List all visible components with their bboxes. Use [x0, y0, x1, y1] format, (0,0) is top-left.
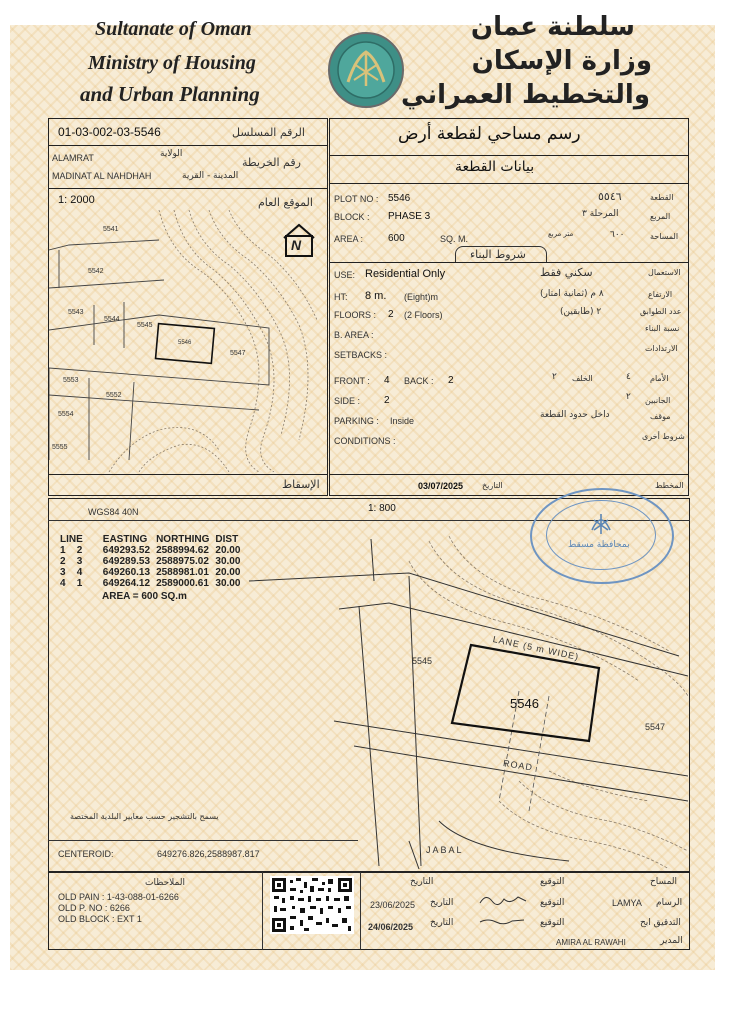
centeroid-label: CENTEROID: [58, 849, 114, 859]
signature-scribble [478, 893, 528, 907]
planner-label: المخطط [655, 481, 684, 490]
divider [48, 145, 328, 146]
row-dist: 20.00 [215, 567, 241, 578]
row-easting: 649293.52 [102, 545, 151, 556]
back-label: BACK : [404, 376, 434, 386]
ministry-emblem [326, 30, 406, 110]
side-value: 2 [384, 395, 390, 406]
loc-plot: 5547 [230, 350, 246, 357]
use-ar-label: الاستعمال [648, 268, 681, 277]
loc-plot: 5555 [52, 444, 68, 451]
area-unit: SQ. M. [440, 234, 469, 244]
parking-label: PARKING : [334, 416, 379, 426]
front-ar-label: الأمام [650, 374, 669, 383]
date-col-label: التاريخ [410, 877, 434, 887]
row-northing: 2588994.62 [156, 545, 209, 556]
divider [360, 872, 361, 950]
stamp-text: بمحافظة مسقط [568, 540, 630, 550]
use-label: USE: [334, 270, 356, 280]
notes-label: الملاحظات [145, 878, 185, 888]
row-easting: 649264.12 [102, 578, 151, 589]
row-northing: 2588975.02 [156, 556, 209, 567]
block-ar-label: المربع [650, 212, 671, 221]
survey-title: رسم مساحي لقطعة أرض [398, 124, 581, 144]
loc-plot: 5544 [104, 316, 120, 323]
divider [48, 840, 358, 841]
loc-plot: 5542 [88, 268, 104, 275]
b-area-label: B. AREA : [334, 330, 374, 340]
header-en-line2: Ministry of Housing [88, 52, 256, 74]
signature-scribble [478, 914, 528, 928]
divider [329, 474, 689, 475]
floors-value: 2 [388, 309, 394, 320]
row-northing: 2588981.01 [156, 567, 209, 578]
map-scale: 1: 800 [368, 503, 396, 514]
loc-plot: 5545 [137, 322, 153, 329]
datum: WGS84 40N [88, 507, 139, 517]
side-ar-label: الجانبين [645, 396, 671, 405]
loc-plot: 5541 [103, 226, 119, 233]
setbacks-ar-label: الارتدادات [645, 344, 678, 353]
coordinate-table [60, 534, 246, 602]
front-value: 4 [384, 375, 390, 386]
checker-name: AMIRA AL RAWAHI [556, 938, 626, 947]
divider [329, 262, 689, 263]
front-label: FRONT : [334, 376, 370, 386]
header-en-line1: Sultanate of Oman [95, 18, 252, 40]
road-label: ROAD [502, 758, 534, 773]
loc-plot-highlight: 5546 [178, 340, 192, 346]
block-value: PHASE 3 [388, 211, 431, 222]
block-ar-value: المرحلة ٣ [582, 209, 619, 219]
area-ar-value: ٦٠٠ [610, 230, 625, 240]
floors-label: FLOORS : [334, 310, 377, 320]
row-easting: 649260.13 [102, 567, 151, 578]
ht-value: 8 m. [365, 290, 387, 302]
parking-value: Inside [390, 416, 415, 426]
ht-ar-label: الارتفاع [648, 290, 673, 299]
header-en-line3: and Urban Planning [80, 82, 260, 106]
floors-ar-value: ٢ (طابقين) [560, 307, 602, 317]
setbacks-label: SETBACKS : [334, 350, 388, 360]
front-ar-value: ٤ [626, 372, 631, 382]
plot-no-label: PLOT NO : [334, 194, 379, 204]
old-block: OLD BLOCK : EXT 1 [58, 914, 142, 924]
ht-label: HT: [334, 292, 348, 302]
jabal-label: JABAL [426, 845, 464, 855]
building-conditions-title: شروط البناء [470, 248, 526, 261]
loc-plot: 5543 [68, 309, 84, 316]
drafter-name: LAMYA [612, 898, 642, 908]
row-from: 4 [60, 578, 66, 589]
area-ar-label: المساحة [650, 232, 679, 241]
divider [262, 872, 263, 950]
side-ar-value: ٢ [626, 392, 631, 402]
use-value: Residential Only [365, 268, 446, 280]
plot-area-text: AREA = 600 SQ.m [102, 591, 187, 602]
col-dist: DIST [215, 534, 239, 545]
plot-data-title: بيانات القطعة [455, 159, 535, 175]
checker-title: المدير [660, 936, 683, 946]
issue-date-label: التاريخ [482, 481, 503, 490]
divider [329, 155, 689, 156]
divider [48, 188, 328, 189]
row-to: 1 [76, 578, 83, 589]
block-label: BLOCK : [334, 212, 370, 222]
qr-code [270, 876, 354, 934]
row-from: 2 [60, 556, 66, 567]
row-dist: 30.00 [215, 578, 241, 589]
parking-ar-value: داخل حدود القطعة [540, 410, 610, 420]
row-dist: 30.00 [215, 556, 241, 567]
header-ar-line1: سلطنة عمان [470, 12, 635, 42]
ht-ar-value: ٨ م (ثمانية امتار) [540, 289, 604, 299]
map-no-label: رقم الخريطة [242, 156, 301, 169]
row-to: 2 [76, 545, 83, 556]
serial-number: 01-03-002-03-5546 [58, 125, 161, 139]
signature-col-label: التوقيع [540, 877, 565, 887]
location-scale: 1: 2000 [58, 194, 95, 206]
issue-date: 03/07/2025 [418, 481, 464, 491]
checker-label: التدقيق ابح [640, 918, 681, 928]
general-location-label: الموقع العام [258, 196, 313, 209]
date-col-label: التاريخ [430, 918, 454, 928]
header-ar-line2: وزارة الإسكان [471, 46, 652, 76]
floors-words: (2 Floors) [404, 310, 443, 320]
row-easting: 649289.53 [102, 556, 151, 567]
area-label: AREA : [334, 234, 364, 244]
plot-no-value: 5546 [388, 193, 411, 204]
loc-plot: 5554 [58, 411, 74, 418]
divider [329, 183, 689, 184]
wilayat-value: ALAMRAT [52, 153, 94, 163]
conditions-label: CONDITIONS : [334, 436, 396, 446]
city-value: MADINAT AL NAHDHAH [52, 171, 152, 181]
city-label: المدينة - القرية [182, 171, 239, 181]
back-ar-value: ٢ [552, 372, 557, 382]
plot-no-ar-label: القطعة [650, 193, 674, 202]
back-ar-label: الخلف [572, 374, 593, 383]
conditions-ar-label: شروط أخرى [642, 432, 685, 441]
loc-plot: 5552 [106, 392, 122, 399]
wilayat-label: الولاية [160, 149, 183, 159]
back-value: 2 [448, 375, 454, 386]
floors-ar-label: عدد الطوابق [640, 307, 682, 316]
col-easting: EASTING [102, 534, 148, 545]
right-plot-number: 5547 [645, 722, 666, 732]
surveyor-label: المساح [650, 877, 678, 887]
old-pain: OLD PAIN : 1-43-088-01-6266 [58, 892, 179, 902]
parking-ar-label: موقف [650, 412, 671, 421]
projection-label: الإسقاط [282, 478, 320, 491]
row-from: 1 [60, 545, 66, 556]
row-dist: 20.00 [215, 545, 241, 556]
official-stamp [530, 488, 674, 584]
main-plot-number: 5546 [510, 696, 539, 711]
row-northing: 2589000.61 [156, 578, 209, 589]
area-value: 600 [388, 233, 405, 244]
col-northing: NORTHING [156, 534, 210, 545]
signature-col-label: التوقيع [540, 918, 565, 928]
table-row [60, 545, 246, 556]
table-row [60, 556, 246, 567]
col-line: LINE [60, 534, 83, 545]
area-ar-unit: متر مربع [548, 230, 574, 238]
signature-col-label: التوقيع [540, 898, 565, 908]
plot-no-ar-value: ٥٥٤٦ [598, 190, 622, 203]
old-pno: OLD P. NO : 6266 [58, 903, 130, 913]
b-area-ar-label: نسبة البناء [645, 324, 680, 333]
serial-label: الرقم المسلسل [232, 126, 305, 139]
date-col-label: التاريخ [430, 898, 454, 908]
lane-label: LANE (5 m WIDE) [491, 634, 581, 663]
drafter-label: الرسام [656, 898, 683, 908]
row-from: 3 [60, 567, 66, 578]
use-ar-value: سكني فقط [540, 266, 593, 279]
tree-note: يسمح بالتشجير حسب معايير البلدية المختصة [70, 812, 219, 821]
table-row [60, 567, 246, 578]
table-row [60, 578, 246, 589]
date-1: 23/06/2025 [370, 900, 416, 910]
ht-words: (Eight)m [404, 292, 439, 302]
header-ar-line3: والتخطيط العمراني [401, 80, 650, 110]
left-plot-number: 5545 [412, 656, 433, 666]
row-to: 4 [76, 567, 83, 578]
loc-plot: 5553 [63, 377, 79, 384]
north-letter: N [291, 237, 302, 253]
stamp-emblem-icon [586, 508, 616, 538]
row-to: 3 [76, 556, 83, 567]
divider [48, 474, 328, 475]
centeroid-value: 649276.826,2588987.817 [157, 849, 260, 859]
side-label: SIDE : [334, 396, 361, 406]
date-2: 24/06/2025 [368, 922, 414, 932]
